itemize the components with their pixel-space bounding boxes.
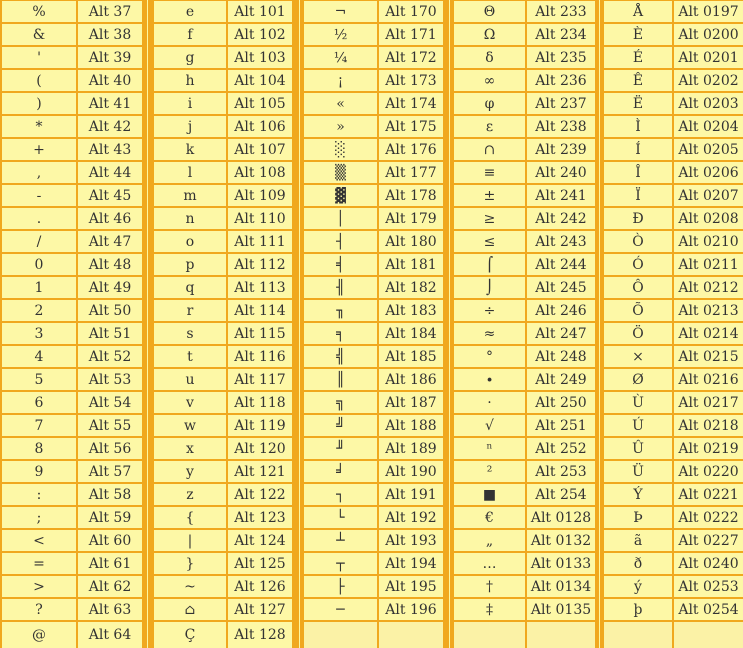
- character-cell: «: [304, 93, 377, 114]
- alt-code-cell: Alt 0240: [674, 553, 743, 574]
- character-cell: n: [154, 208, 226, 229]
- character-cell: ∩: [454, 139, 525, 160]
- empty-cell: [304, 622, 377, 648]
- character-cell: ╗: [304, 392, 377, 413]
- character-cell: w: [154, 415, 226, 436]
- alt-code-cell: Alt 0220: [674, 461, 743, 482]
- character-cell: Î: [604, 162, 672, 183]
- alt-code-cell: Alt 45: [78, 185, 142, 206]
- character-cell: =: [2, 553, 76, 574]
- alt-code-cell: Alt 113: [228, 277, 292, 298]
- character-cell: ÷: [454, 300, 525, 321]
- character-cell: ': [2, 47, 76, 68]
- alt-code-cell: Alt 119: [228, 415, 292, 436]
- character-cell: i: [154, 93, 226, 114]
- alt-code-cell: Alt 55: [78, 415, 142, 436]
- character-cell: ×: [604, 346, 672, 367]
- character-cell: ¬: [304, 1, 377, 22]
- alt-code-cell: Alt 44: [78, 162, 142, 183]
- character-cell: t: [154, 346, 226, 367]
- alt-code-cell: Alt 103: [228, 47, 292, 68]
- character-cell: ²: [454, 461, 525, 482]
- alt-code-cell: Alt 0227: [674, 530, 743, 551]
- alt-code-cell: Alt 51: [78, 323, 142, 344]
- character-cell: ⁿ: [454, 438, 525, 459]
- empty-cell: [604, 622, 672, 648]
- character-cell: É: [604, 47, 672, 68]
- character-cell: »: [304, 116, 377, 137]
- character-cell: Ö: [604, 323, 672, 344]
- character-cell: q: [154, 277, 226, 298]
- character-cell: ╕: [304, 323, 377, 344]
- alt-code-cell: Alt 178: [379, 185, 443, 206]
- alt-code-cell: Alt 59: [78, 507, 142, 528]
- character-cell: ±: [454, 185, 525, 206]
- alt-code-cell: Alt 0207: [674, 185, 743, 206]
- alt-code-cell: Alt 243: [527, 231, 595, 252]
- character-cell: ): [2, 93, 76, 114]
- character-cell: þ: [604, 599, 672, 620]
- character-cell: 6: [2, 392, 76, 413]
- alt-code-cell: Alt 174: [379, 93, 443, 114]
- character-cell: }: [154, 553, 226, 574]
- character-cell: Ô: [604, 277, 672, 298]
- alt-code-cell: Alt 128: [228, 622, 292, 648]
- character-cell: j: [154, 116, 226, 137]
- character-cell: Θ: [454, 1, 525, 22]
- alt-code-cell: Alt 116: [228, 346, 292, 367]
- alt-code-cell: Alt 38: [78, 24, 142, 45]
- character-cell: Ω: [454, 24, 525, 45]
- alt-code-cell: Alt 125: [228, 553, 292, 574]
- alt-code-cell: Alt 238: [527, 116, 595, 137]
- character-cell: „: [454, 530, 525, 551]
- alt-code-cell: Alt 0133: [527, 553, 595, 574]
- empty-cell: [674, 622, 743, 648]
- alt-code-cell: Alt 0217: [674, 392, 743, 413]
- alt-code-cell: Alt 60: [78, 530, 142, 551]
- character-cell: ╜: [304, 438, 377, 459]
- alt-code-cell: Alt 242: [527, 208, 595, 229]
- alt-code-cell: Alt 112: [228, 254, 292, 275]
- alt-code-cell: Alt 0201: [674, 47, 743, 68]
- alt-code-cell: Alt 173: [379, 70, 443, 91]
- alt-code-cell: Alt 233: [527, 1, 595, 22]
- alt-code-cell: Alt 181: [379, 254, 443, 275]
- alt-code-cell: Alt 0206: [674, 162, 743, 183]
- alt-code-cell: Alt 0205: [674, 139, 743, 160]
- character-cell: Õ: [604, 300, 672, 321]
- character-cell: .: [2, 208, 76, 229]
- alt-code-cell: Alt 0128: [527, 507, 595, 528]
- character-cell: ▓: [304, 185, 377, 206]
- character-cell: Þ: [604, 507, 672, 528]
- empty-cell: [527, 622, 595, 648]
- character-cell: r: [154, 300, 226, 321]
- alt-code-cell: Alt 101: [228, 1, 292, 22]
- character-cell: h: [154, 70, 226, 91]
- alt-code-cell: Alt 120: [228, 438, 292, 459]
- alt-code-cell: Alt 176: [379, 139, 443, 160]
- alt-code-cell: Alt 177: [379, 162, 443, 183]
- character-cell: Ü: [604, 461, 672, 482]
- character-cell: Ý: [604, 484, 672, 505]
- character-cell: ε: [454, 116, 525, 137]
- alt-code-cell: Alt 109: [228, 185, 292, 206]
- alt-code-cell: Alt 254: [527, 484, 595, 505]
- alt-code-cell: Alt 0200: [674, 24, 743, 45]
- alt-code-cell: Alt 175: [379, 116, 443, 137]
- character-cell: ■: [454, 484, 525, 505]
- character-cell: Ò: [604, 231, 672, 252]
- character-cell: Û: [604, 438, 672, 459]
- alt-code-cell: Alt 247: [527, 323, 595, 344]
- character-cell: x: [154, 438, 226, 459]
- character-cell: k: [154, 139, 226, 160]
- character-cell: &: [2, 24, 76, 45]
- alt-code-cell: Alt 183: [379, 300, 443, 321]
- alt-code-cell: Alt 192: [379, 507, 443, 528]
- alt-code-cell: Alt 251: [527, 415, 595, 436]
- character-cell: 8: [2, 438, 76, 459]
- alt-code-cell: Alt 180: [379, 231, 443, 252]
- character-cell: ╝: [304, 415, 377, 436]
- alt-code-cell: Alt 37: [78, 1, 142, 22]
- character-cell: ┐: [304, 484, 377, 505]
- alt-code-cell: Alt 0204: [674, 116, 743, 137]
- alt-code-cell: Alt 0219: [674, 438, 743, 459]
- alt-code-cell: Alt 0197: [674, 1, 743, 22]
- character-cell: Ê: [604, 70, 672, 91]
- alt-code-cell: Alt 102: [228, 24, 292, 45]
- alt-code-cell: Alt 194: [379, 553, 443, 574]
- alt-code-cell: Alt 0135: [527, 599, 595, 620]
- character-cell: ║: [304, 369, 377, 390]
- character-cell: ≡: [454, 162, 525, 183]
- alt-code-cell: Alt 0215: [674, 346, 743, 367]
- character-cell: ⌂: [154, 599, 226, 620]
- character-cell: ⌠: [454, 254, 525, 275]
- character-cell: ╖: [304, 300, 377, 321]
- character-cell: ‡: [454, 599, 525, 620]
- character-cell: l: [154, 162, 226, 183]
- character-cell: @: [2, 622, 76, 648]
- character-cell: z: [154, 484, 226, 505]
- alt-code-cell: Alt 239: [527, 139, 595, 160]
- character-cell: ,: [2, 162, 76, 183]
- alt-code-cell: Alt 0254: [674, 599, 743, 620]
- alt-code-cell: Alt 0203: [674, 93, 743, 114]
- character-cell: m: [154, 185, 226, 206]
- alt-code-cell: Alt 240: [527, 162, 595, 183]
- character-cell: ▒: [304, 162, 377, 183]
- alt-code-cell: Alt 124: [228, 530, 292, 551]
- alt-code-cell: Alt 0214: [674, 323, 743, 344]
- alt-code-cell: Alt 62: [78, 576, 142, 597]
- alt-code-cell: Alt 123: [228, 507, 292, 528]
- alt-code-cell: Alt 52: [78, 346, 142, 367]
- character-cell: È: [604, 24, 672, 45]
- character-cell: ╣: [304, 346, 377, 367]
- alt-code-cell: Alt 253: [527, 461, 595, 482]
- empty-cell: [454, 622, 525, 648]
- character-cell: ╛: [304, 461, 377, 482]
- alt-code-cell: Alt 241: [527, 185, 595, 206]
- character-cell: ≤: [454, 231, 525, 252]
- alt-code-cell: Alt 43: [78, 139, 142, 160]
- alt-code-cell: Alt 186: [379, 369, 443, 390]
- character-cell: ð: [604, 553, 672, 574]
- alt-code-cell: Alt 245: [527, 277, 595, 298]
- character-cell: Ì: [604, 116, 672, 137]
- alt-code-cell: Alt 64: [78, 622, 142, 648]
- character-cell: ¡: [304, 70, 377, 91]
- alt-code-cell: Alt 246: [527, 300, 595, 321]
- alt-code-cell: Alt 195: [379, 576, 443, 597]
- character-cell: 7: [2, 415, 76, 436]
- character-cell: p: [154, 254, 226, 275]
- empty-cell: [379, 622, 443, 648]
- character-cell: *: [2, 116, 76, 137]
- alt-code-cell: Alt 0213: [674, 300, 743, 321]
- character-cell: ý: [604, 576, 672, 597]
- character-cell: +: [2, 139, 76, 160]
- alt-code-cell: Alt 0134: [527, 576, 595, 597]
- alt-code-cell: Alt 115: [228, 323, 292, 344]
- character-cell: %: [2, 1, 76, 22]
- alt-code-cell: Alt 185: [379, 346, 443, 367]
- character-cell: Ø: [604, 369, 672, 390]
- alt-code-cell: Alt 171: [379, 24, 443, 45]
- character-cell: e: [154, 1, 226, 22]
- alt-code-cell: Alt 114: [228, 300, 292, 321]
- character-cell: ├: [304, 576, 377, 597]
- character-cell: >: [2, 576, 76, 597]
- alt-code-cell: Alt 0132: [527, 530, 595, 551]
- character-cell: ≥: [454, 208, 525, 229]
- alt-code-cell: Alt 0253: [674, 576, 743, 597]
- alt-code-cell: Alt 117: [228, 369, 292, 390]
- character-cell: ;: [2, 507, 76, 528]
- character-cell: Ó: [604, 254, 672, 275]
- character-cell: 5: [2, 369, 76, 390]
- alt-code-cell: Alt 236: [527, 70, 595, 91]
- character-cell: √: [454, 415, 525, 436]
- alt-code-cell: Alt 0202: [674, 70, 743, 91]
- alt-code-cell: Alt 250: [527, 392, 595, 413]
- character-cell: 9: [2, 461, 76, 482]
- alt-code-cell: Alt 110: [228, 208, 292, 229]
- alt-code-cell: Alt 121: [228, 461, 292, 482]
- character-cell: †: [454, 576, 525, 597]
- character-cell: ⌡: [454, 277, 525, 298]
- character-cell: ∙: [454, 369, 525, 390]
- alt-code-cell: Alt 49: [78, 277, 142, 298]
- character-cell: Å: [604, 1, 672, 22]
- character-cell: ─: [304, 599, 377, 620]
- alt-code-cell: Alt 249: [527, 369, 595, 390]
- character-cell: ╡: [304, 254, 377, 275]
- alt-code-cell: Alt 108: [228, 162, 292, 183]
- alt-code-cell: Alt 182: [379, 277, 443, 298]
- alt-code-cell: Alt 53: [78, 369, 142, 390]
- character-cell: 0: [2, 254, 76, 275]
- alt-code-cell: Alt 50: [78, 300, 142, 321]
- character-cell: Í: [604, 139, 672, 160]
- alt-code-cell: Alt 237: [527, 93, 595, 114]
- character-cell: Ð: [604, 208, 672, 229]
- alt-code-cell: Alt 48: [78, 254, 142, 275]
- character-cell: Ú: [604, 415, 672, 436]
- alt-code-cell: Alt 56: [78, 438, 142, 459]
- character-cell: φ: [454, 93, 525, 114]
- character-cell: └: [304, 507, 377, 528]
- alt-code-cell: Alt 61: [78, 553, 142, 574]
- alt-code-cell: Alt 191: [379, 484, 443, 505]
- alt-code-cell: Alt 127: [228, 599, 292, 620]
- alt-code-cell: Alt 170: [379, 1, 443, 22]
- alt-code-cell: Alt 0221: [674, 484, 743, 505]
- alt-code-cell: Alt 57: [78, 461, 142, 482]
- character-cell: :: [2, 484, 76, 505]
- character-cell: ┤: [304, 231, 377, 252]
- character-cell: 4: [2, 346, 76, 367]
- character-cell: -: [2, 185, 76, 206]
- character-cell: │: [304, 208, 377, 229]
- alt-code-cell: Alt 0216: [674, 369, 743, 390]
- character-cell: /: [2, 231, 76, 252]
- character-cell: ≈: [454, 323, 525, 344]
- character-cell: 1: [2, 277, 76, 298]
- alt-code-cell: Alt 196: [379, 599, 443, 620]
- alt-code-cell: Alt 179: [379, 208, 443, 229]
- character-cell: ~: [154, 576, 226, 597]
- alt-code-cell: Alt 42: [78, 116, 142, 137]
- alt-code-cell: Alt 46: [78, 208, 142, 229]
- alt-code-cell: Alt 190: [379, 461, 443, 482]
- alt-code-cell: Alt 47: [78, 231, 142, 252]
- character-cell: ┴: [304, 530, 377, 551]
- character-cell: €: [454, 507, 525, 528]
- character-cell: …: [454, 553, 525, 574]
- alt-code-cell: Alt 104: [228, 70, 292, 91]
- alt-code-cell: Alt 187: [379, 392, 443, 413]
- alt-code-cell: Alt 118: [228, 392, 292, 413]
- character-cell: Ù: [604, 392, 672, 413]
- alt-code-cell: Alt 40: [78, 70, 142, 91]
- alt-code-cell: Alt 252: [527, 438, 595, 459]
- alt-code-cell: Alt 234: [527, 24, 595, 45]
- alt-code-cell: Alt 193: [379, 530, 443, 551]
- character-cell: g: [154, 47, 226, 68]
- character-cell: 3: [2, 323, 76, 344]
- alt-code-cell: Alt 0218: [674, 415, 743, 436]
- character-cell: ã: [604, 530, 672, 551]
- character-cell: f: [154, 24, 226, 45]
- alt-code-cell: Alt 107: [228, 139, 292, 160]
- alt-code-cell: Alt 184: [379, 323, 443, 344]
- character-cell: ░: [304, 139, 377, 160]
- character-cell: y: [154, 461, 226, 482]
- alt-code-cell: Alt 172: [379, 47, 443, 68]
- character-cell: <: [2, 530, 76, 551]
- alt-code-cell: Alt 54: [78, 392, 142, 413]
- character-cell: o: [154, 231, 226, 252]
- alt-code-cell: Alt 0210: [674, 231, 743, 252]
- character-cell: (: [2, 70, 76, 91]
- alt-code-cell: Alt 106: [228, 116, 292, 137]
- alt-code-cell: Alt 58: [78, 484, 142, 505]
- character-cell: Ç: [154, 622, 226, 648]
- character-cell: u: [154, 369, 226, 390]
- character-cell: ·: [454, 392, 525, 413]
- alt-code-cell: Alt 39: [78, 47, 142, 68]
- character-cell: Ï: [604, 185, 672, 206]
- character-cell: δ: [454, 47, 525, 68]
- character-cell: °: [454, 346, 525, 367]
- alt-code-cell: Alt 0211: [674, 254, 743, 275]
- alt-code-cell: Alt 248: [527, 346, 595, 367]
- character-cell: ┬: [304, 553, 377, 574]
- alt-code-cell: Alt 41: [78, 93, 142, 114]
- alt-code-cell: Alt 126: [228, 576, 292, 597]
- alt-code-cell: Alt 235: [527, 47, 595, 68]
- alt-code-cell: Alt 0212: [674, 277, 743, 298]
- alt-code-cell: Alt 0208: [674, 208, 743, 229]
- character-cell: ∞: [454, 70, 525, 91]
- character-cell: {: [154, 507, 226, 528]
- character-cell: ?: [2, 599, 76, 620]
- character-cell: v: [154, 392, 226, 413]
- alt-code-cell: Alt 188: [379, 415, 443, 436]
- alt-code-cell: Alt 244: [527, 254, 595, 275]
- character-cell: |: [154, 530, 226, 551]
- character-cell: Ë: [604, 93, 672, 114]
- character-cell: 2: [2, 300, 76, 321]
- alt-code-cell: Alt 63: [78, 599, 142, 620]
- alt-code-cell: Alt 105: [228, 93, 292, 114]
- character-cell: s: [154, 323, 226, 344]
- alt-code-cell: Alt 122: [228, 484, 292, 505]
- alt-code-cell: Alt 189: [379, 438, 443, 459]
- alt-code-cell: Alt 0222: [674, 507, 743, 528]
- character-cell: ¼: [304, 47, 377, 68]
- character-cell: ╢: [304, 277, 377, 298]
- character-cell: ½: [304, 24, 377, 45]
- alt-code-cell: Alt 111: [228, 231, 292, 252]
